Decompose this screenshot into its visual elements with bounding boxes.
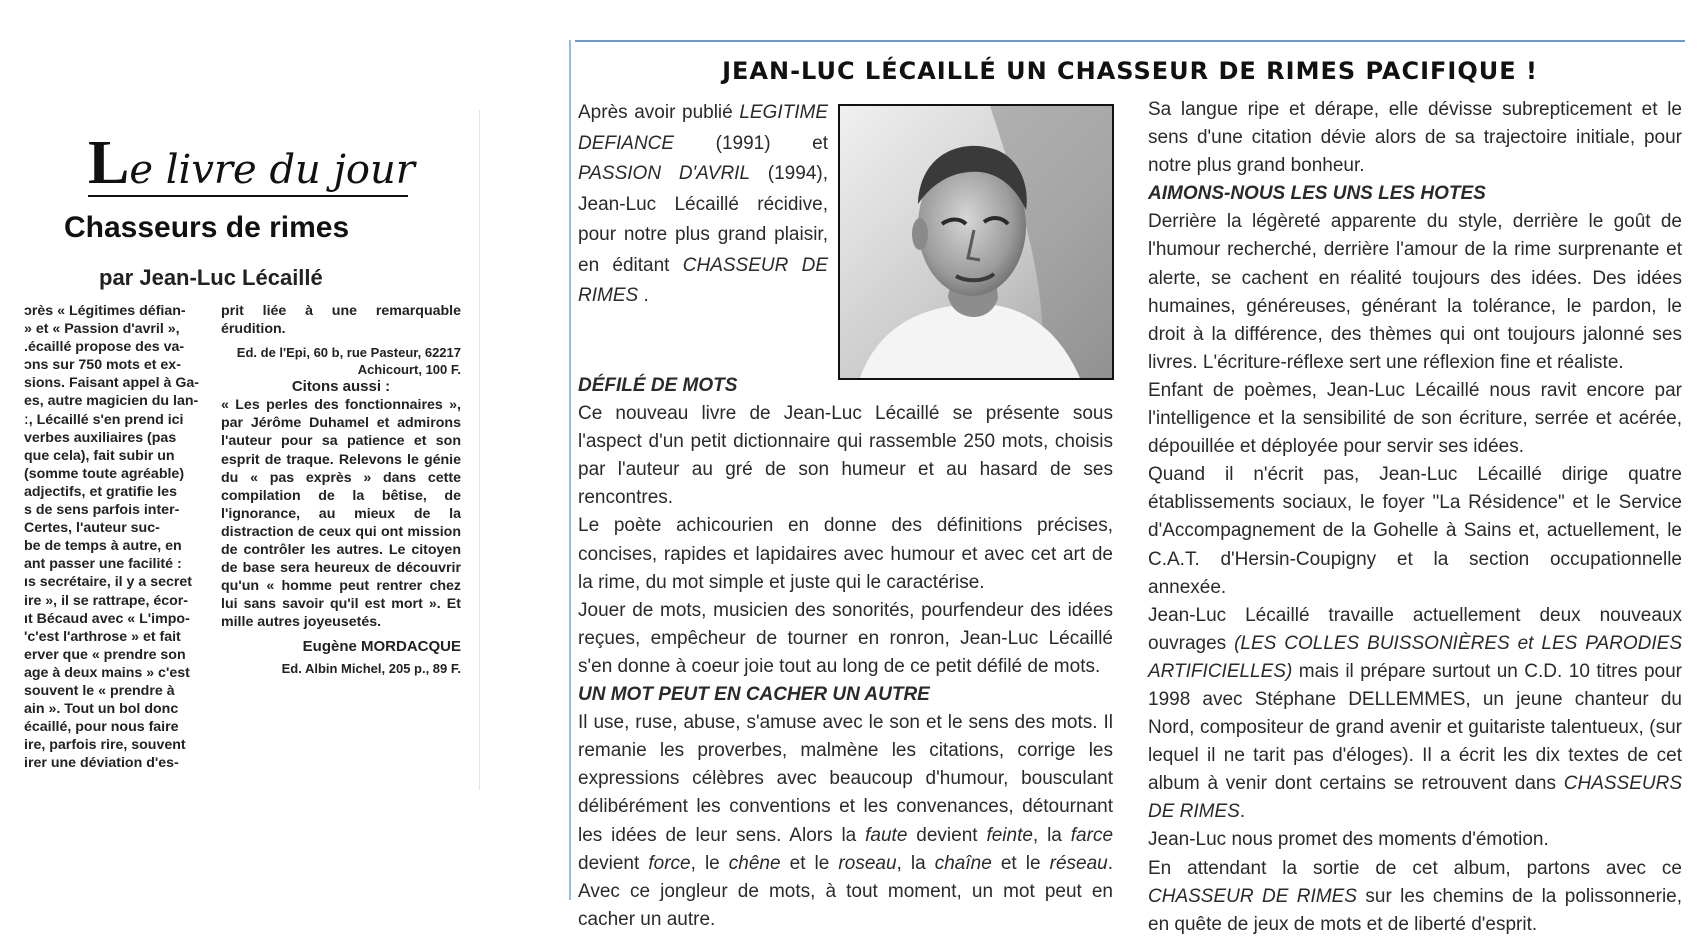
paragraph-text: En attendant la sortie de cet album, partons avec ce — [1148, 857, 1682, 879]
paragraph-text: et le — [991, 852, 1050, 874]
clipping-column-1-line: be de temps à autre, en — [24, 538, 182, 555]
article-paragraph: Jouer de mots, musicien des sonorités, pourfendeur des idées reçues, empêcheur de tourner en ronron, Jean-Luc Lécaillé s'en donne à coeur joie tout au long de ce petit défilé de mots. — [578, 599, 1113, 677]
article-paragraph: Enfant de poèmes, Jean-Luc Lécaillé nous ravit encore par l'intelligence et la sensibilité de son écriture, serrée et acérée, dépouillée et déployée pour servir ses idées. — [1148, 379, 1682, 458]
clipping-column-1-line: 'c'est l'arthrose » et fait — [24, 628, 181, 645]
clipping-column-1-line: (somme toute agréable) — [24, 465, 185, 482]
clipping-column-1-line: s de sens parfois inter- — [24, 502, 180, 519]
article-paragraph: Jean-Luc nous promet des moments d'émotion. — [1148, 829, 1549, 851]
intro-book-title: CHASSEUR DE RIMES — [578, 254, 828, 306]
clipping-column-1-line: verbes auxiliaires (pas — [24, 429, 177, 446]
clipping-author: Eugène MORDACQUE — [302, 637, 461, 655]
clipping-publisher-1: Ed. de l'Epi, 60 b, rue Pasteur, 62217 Achicourt, 100 F. — [236, 345, 461, 378]
wordplay-word: farce — [1070, 824, 1114, 846]
clipping-title: Chasseurs de rimes — [64, 211, 350, 244]
intro-book-title: PASSION D'AVRIL — [578, 163, 751, 184]
wordplay-word: réseau — [1049, 852, 1108, 874]
clipping-column-1-line: Certes, l'auteur suc- — [24, 520, 160, 537]
intro-book-title: LEGITIME DEFIANCE — [578, 102, 828, 154]
clipping-column-1-line: irer une déviation d'es- — [24, 755, 179, 772]
clipping-citons-heading: Citons aussi : — [291, 378, 391, 396]
article-paragraph — [578, 709, 1113, 934]
portrait-image — [840, 106, 1112, 378]
paragraph-text: Jean-Luc Lécaillé travaille actuellement deux nouveaux ouvrages — [1148, 604, 1682, 654]
paragraph-text: devient — [907, 824, 987, 846]
newspaper-clipping — [24, 110, 480, 790]
paragraph-text: , la — [1032, 824, 1071, 846]
wordplay-word: force — [648, 852, 691, 874]
clipping-column-1-line: adjectifs, et gratifie les — [24, 483, 177, 500]
clipping-column-1-line: .écaillé propose des va- — [24, 339, 185, 356]
clipping-column-1-line: sions. Faisant appel à Ga- — [24, 375, 200, 392]
article-title: JEAN-LUC LÉCAILLÉ UN CHASSEUR DE RIMES PACIFIQUE ! — [722, 57, 1538, 85]
book-title: CHASSEURS DE RIMES — [1148, 773, 1682, 823]
intro-text: (1994), Jean-Luc Lécaillé récidive, pour notre plus grand plaisir, en éditant — [578, 163, 828, 276]
article-intro — [578, 98, 828, 312]
wordplay-word: chaîne — [934, 852, 992, 874]
article-left-rule — [569, 40, 571, 900]
article-paragraph — [1148, 602, 1682, 827]
paragraph-text: . Avec ce jongleur de mots, à tout moment, un mot peut en cacher un autre. — [578, 852, 1114, 930]
article-paragraph: Ce nouveau livre de Jean-Luc Lécaillé se présente sous l'aspect d'un petit dictionnaire qui rassemble 250 mots, choisis par l'auteur au gré de son humeur et au hasard de ses rencontres. — [578, 403, 1113, 509]
book-title: CHASSEUR DE RIMES — [1148, 885, 1357, 907]
intro-text: Après avoir publié — [578, 102, 740, 123]
paragraph-text: mais il prépare surtout un C.D. 10 titres pour 1998 avec Stéphane DELLEMMES, un jeune chanteur du Nord, compositeur de grand avenir et guitariste talentueux, (sur lequel il ne tarit pas d'éloges). Il a écrit les dix textes de cet album à venir dont certains se retrouvent dans — [1148, 660, 1682, 795]
paragraph-text: et le — [780, 852, 839, 874]
wordplay-word: feinte — [986, 824, 1033, 846]
clipping-column-1-line: ɔrès « Légitimes défian- — [24, 303, 186, 319]
article-paragraph: Sa langue ripe et dérape, elle dévisse subrepticement et le sens d'une citation dévie alors de sa trajectoire initiale, pour notre plus grand bonheur. — [1148, 99, 1682, 177]
paragraph-text: , le — [690, 852, 729, 874]
article-top-rule — [575, 40, 1685, 42]
clipping-column-1-line: que cela), fait subir un — [24, 447, 175, 464]
subheading-defile-de-mots: DÉFILÉ DE MOTS — [578, 375, 738, 396]
clipping-citons-text: « Les perles des fonctionnaires », par Jérôme Duhamel et admirons l'auteur pour sa patience et son esprit de traque. Relevons le génie du « pas exprès » dans cette compilation de la bêtise, de l'ignorance, au mieux de la distraction de ceux qui ont mission de contrôler les autres. Le citoyen de base sera heureux de découvrir qu'un « homme peut rentrer chez lui sans savoir qu'il est mort ». Et mille autres joyeusetés. — [221, 397, 461, 631]
paragraph-text: devient — [578, 852, 649, 874]
clipping-column-1-line: écaillé, pour nous faire — [24, 719, 179, 736]
author-portrait-photo — [838, 104, 1114, 380]
rubric-rest: e livre du jour — [129, 147, 415, 193]
clipping-publisher-2: Ed. Albin Michel, 205 p., 89 F. — [281, 660, 461, 676]
wordplay-word: roseau — [838, 852, 897, 874]
subheading-aimons-nous: AIMONS-NOUS LES UNS LES HOTES — [1148, 183, 1486, 205]
clipping-column-2 — [221, 302, 461, 772]
clipping-column-1 — [24, 302, 210, 772]
clipping-column-1-line: ant passer une facilité : — [24, 556, 182, 573]
clipping-col2-intro: prit liée à une remarquable érudition. — [221, 303, 461, 338]
clipping-column-1-line: souvent le « prendre à — [24, 682, 175, 699]
clipping-column-1-line: ː, Lécaillé s'en prend ici — [24, 411, 184, 428]
rubric-heading — [88, 129, 415, 197]
subheading-un-mot-peut: UN MOT PEUT EN CACHER UN AUTRE — [578, 684, 930, 706]
clipping-column-1-line: ire », il se rattrape, écor- — [24, 592, 189, 609]
clipping-column-1-line: ıt Bécaud avec « L'impo- — [24, 610, 190, 627]
clipping-byline: par Jean-Luc Lécaillé — [99, 265, 323, 290]
clipping-column-1-line: ain ». Tout un bol donc — [24, 701, 179, 718]
intro-text: . — [638, 285, 649, 306]
paragraph-text: , la — [896, 852, 935, 874]
paragraph-text: sur les chemins de la polissonnerie, en quête de jeux de mots et de liberté d'esprit. — [1148, 885, 1683, 935]
paragraph-text: Il use, ruse, abuse, s'amuse avec le son et le sens des mots. Il remanie les proverbes, malmène les citations, corrige les expressions célèbres avec beaucoup d'humour, bousculant délibérément les conventions et les convenances, détournant les idées de leur sens. Alors la — [578, 712, 1113, 846]
clipping-column-1-line: ıs secrétaire, il y a secret — [24, 574, 193, 591]
clipping-column-1-line: es, autre magicien du lan- — [24, 393, 199, 410]
article-paragraph: Le poète achicourien en donne des définitions précises, concises, rapides et lapidaires avec humour et avec cet art de la rime, du mot simple et juste qui le caractérise. — [578, 515, 1113, 593]
article-right-column — [1148, 96, 1682, 939]
upcoming-books-titles: (LES COLLES BUISSONIÈRES et LES PARODIES ARTIFICIELLES) — [1148, 632, 1682, 682]
article-paragraph: Quand il n'écrit pas, Jean-Luc Lécaillé dirige quatre établissements sociaux, le foyer "La Résidence" et le Service d'Accompagnement de la Gohelle à Sains et, actuellement, le C.A.T. d'Hersin-Coupigny et la section occupationnelle annexée. — [1148, 464, 1682, 598]
wordplay-word: faute — [865, 824, 908, 846]
clipping-column-1-line: ɔns sur 750 mots et ex- — [24, 357, 181, 374]
article-paragraph: Derrière la légèreté apparente du style, derrière le goût de l'humour recherché, derrière l'amour de la rime surprenante et alerte, se cachent en réalité toujours des idées. Des idées humaines, généreuses, générant la tolérance, le pardon, le droit à la différence, des thèmes qui ont toujours jalonné ses livres. L'écriture-réflexe sert une réflexion fine et réaliste. — [1148, 211, 1682, 373]
rubric-initial: L — [88, 129, 130, 197]
paragraph-text: . — [1239, 801, 1246, 823]
intro-text: (1991) et — [674, 132, 828, 154]
clipping-column-1-line: age à deux mains » c'est — [24, 664, 190, 681]
wordplay-word: chêne — [728, 852, 781, 874]
clipping-column-1-line: ire, parfois rire, souvent — [24, 737, 186, 754]
article-left-column — [578, 372, 1113, 934]
clipping-column-1-line: » et « Passion d'avril », — [24, 321, 180, 338]
article-paragraph — [1148, 855, 1682, 939]
clipping-column-1-line: erver que « prendre son — [24, 646, 186, 663]
